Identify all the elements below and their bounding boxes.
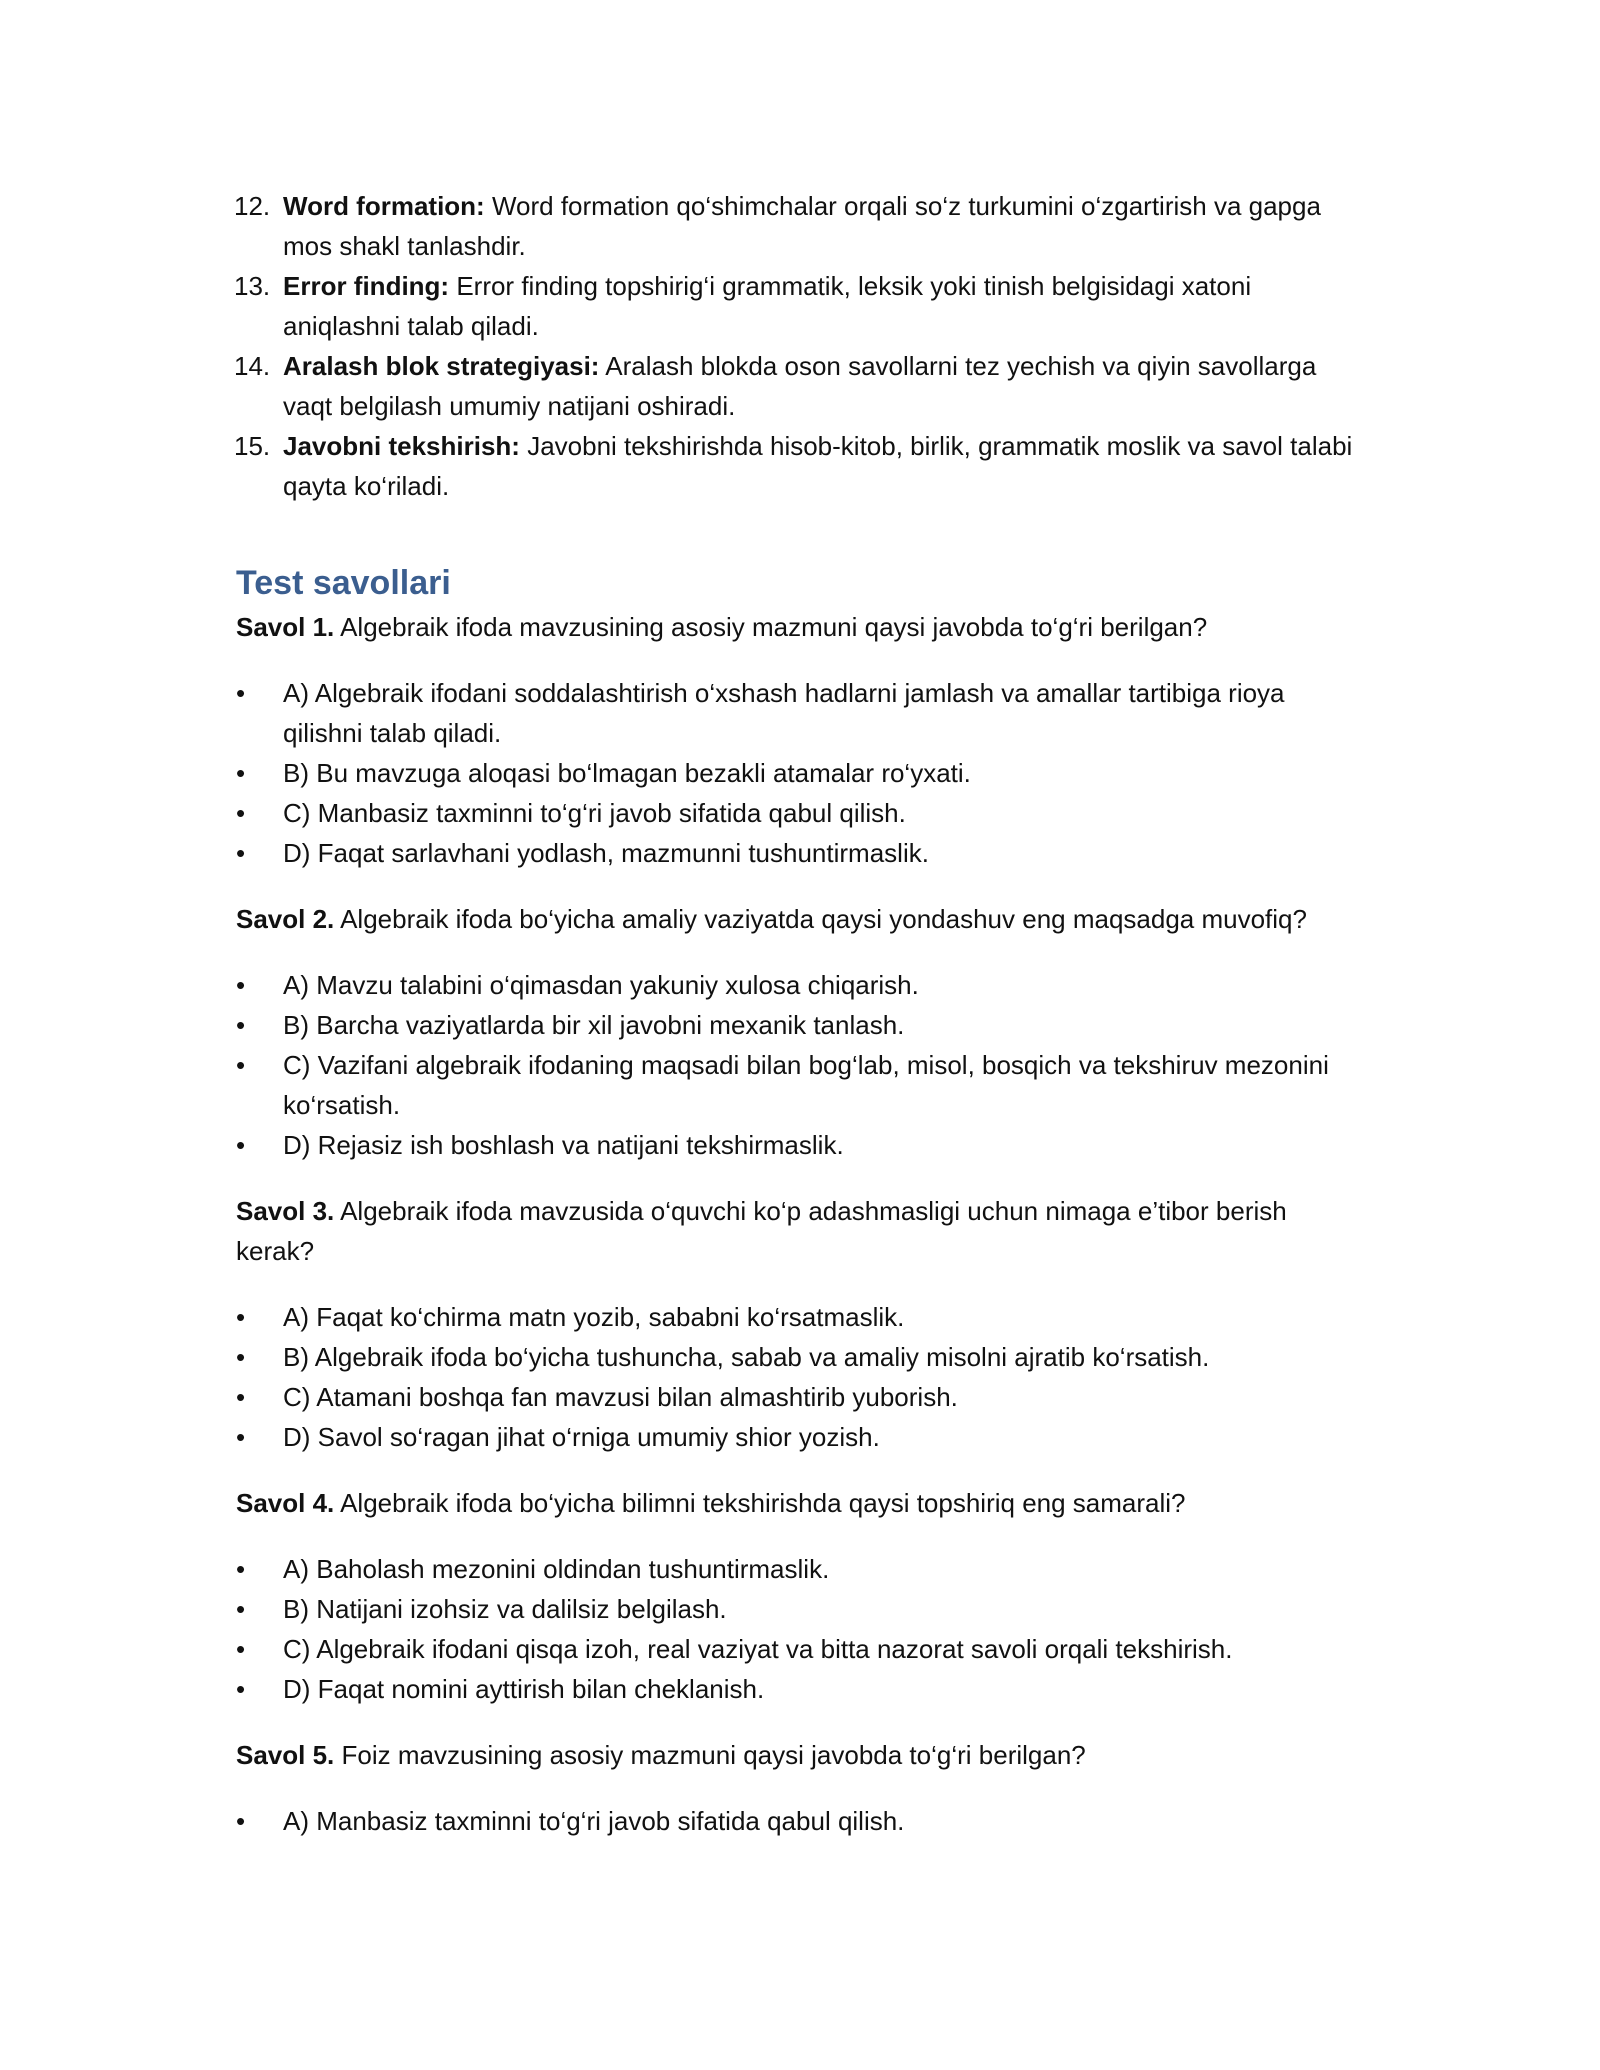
option-text: C) Vazifani algebraik ifodaning maqsadi bilan bog‘lab, misol, bosqich va tekshiruv mezonini ko‘rsatish. [283,1050,1329,1120]
question-text: Algebraik ifoda mavzusida o‘quvchi ko‘p adashmasligi uchun nimaga e’tibor berish kerak? [236,1196,1287,1266]
item-text: Error finding topshirig‘i grammatik, leksik yoki tinish belgisidagi xatoni aniqlashni talab qiladi. [283,271,1252,341]
item-number: 13. [234,271,271,301]
question-label: Savol 2. [236,904,335,934]
numbered-list [236,186,1366,506]
option-item [236,1801,1366,1841]
option-item [236,1629,1366,1669]
option-item [236,1125,1366,1165]
question [236,899,1366,939]
options-list [236,1297,1366,1457]
bullet-icon: • [236,1422,246,1452]
list-item [236,426,1366,506]
option-text: A) Mavzu talabini o‘qimasdan yakuniy xulosa chiqarish. [283,970,919,1000]
item-number: 12. [234,191,271,221]
bullet-icon: • [236,758,246,788]
question [236,1735,1366,1775]
option-text: D) Rejasiz ish boshlash va natijani tekshirmaslik. [283,1130,844,1160]
question-label: Savol 1. [236,612,335,642]
item-text: Javobni tekshirishda hisob-kitob, birlik, grammatik moslik va savol talabi qayta ko‘riladi. [283,431,1353,501]
option-text: B) Natijani izohsiz va dalilsiz belgilash. [283,1594,727,1624]
bullet-icon: • [236,798,246,828]
option-text: D) Faqat sarlavhani yodlash, mazmunni tushuntirmaslik. [283,838,929,868]
list-item [236,346,1366,426]
question [236,1191,1366,1271]
options-list [236,673,1366,873]
option-text: D) Savol so‘ragan jihat o‘rniga umumiy shior yozish. [283,1422,880,1452]
bullet-icon: • [236,1634,246,1664]
options-list [236,965,1366,1165]
question-text: Algebraik ifoda bo‘yicha amaliy vaziyatda qaysi yondashuv eng maqsadga muvofiq? [334,904,1307,934]
item-number: 15. [234,431,271,461]
option-text: D) Faqat nomini ayttirish bilan cheklanish. [283,1674,765,1704]
option-item [236,1549,1366,1589]
option-text: B) Algebraik ifoda bo‘yicha tushuncha, sabab va amaliy misolni ajratib ko‘rsatish. [283,1342,1210,1372]
question-label: Savol 4. [236,1488,335,1518]
option-text: A) Baholash mezonini oldindan tushuntirmaslik. [283,1554,830,1584]
option-text: A) Algebraik ifodani soddalashtirish o‘xshash hadlarni jamlash va amallar tartibiga rioya qilishni talab qiladi. [283,678,1285,748]
option-item [236,1005,1366,1045]
option-item [236,1297,1366,1337]
bullet-icon: • [236,678,246,708]
option-text: B) Barcha vaziyatlarda bir xil javobni mexanik tanlash. [283,1010,905,1040]
option-item [236,793,1366,833]
option-item [236,753,1366,793]
item-term: Aralash blok strategiyasi: [283,351,600,381]
option-item [236,673,1366,753]
question-text: Foiz mavzusining asosiy mazmuni qaysi javobda to‘g‘ri berilgan? [334,1740,1086,1770]
bullet-icon: • [236,838,246,868]
option-text: A) Manbasiz taxminni to‘g‘ri javob sifatida qabul qilish. [283,1806,905,1836]
option-item [236,1669,1366,1709]
bullet-icon: • [236,1342,246,1372]
option-text: A) Faqat ko‘chirma matn yozib, sababni ko‘rsatmaslik. [283,1302,905,1332]
option-text: C) Manbasiz taxminni to‘g‘ri javob sifatida qabul qilish. [283,798,906,828]
list-item [236,266,1366,346]
question [236,1483,1366,1523]
option-item [236,1337,1366,1377]
item-term: Error finding: [283,271,450,301]
bullet-icon: • [236,970,246,1000]
option-text: C) Atamani boshqa fan mavzusi bilan almashtirib yuborish. [283,1382,958,1412]
bullet-icon: • [236,1806,246,1836]
options-list [236,1801,1366,1841]
page-content [236,186,1366,1867]
bullet-icon: • [236,1674,246,1704]
question-text: Algebraik ifoda bo‘yicha bilimni tekshirishda qaysi topshiriq eng samarali? [334,1488,1186,1518]
option-text: B) Bu mavzuga aloqasi bo‘lmagan bezakli atamalar ro‘yxati. [283,758,971,788]
option-item [236,1417,1366,1457]
item-term: Word formation: [283,191,485,221]
section-title: Test savollari [236,564,451,602]
option-item [236,833,1366,873]
option-item [236,1377,1366,1417]
question-label: Savol 3. [236,1196,335,1226]
question-text: Algebraik ifoda mavzusining asosiy mazmuni qaysi javobda to‘g‘ri berilgan? [334,612,1208,642]
item-term: Javobni tekshirish: [283,431,520,461]
bullet-icon: • [236,1130,246,1160]
option-item [236,1589,1366,1629]
list-item [236,186,1366,266]
option-item [236,1045,1366,1125]
question-label: Savol 5. [236,1740,335,1770]
bullet-icon: • [236,1594,246,1624]
item-number: 14. [234,351,271,381]
item-text: Word formation qo‘shimchalar orqali so‘z turkumini o‘zgartirish va gapga mos shakl tanlashdir. [283,191,1321,261]
option-item [236,965,1366,1005]
option-text: C) Algebraik ifodani qisqa izoh, real vaziyat va bitta nazorat savoli orqali tekshirish. [283,1634,1233,1664]
bullet-icon: • [236,1010,246,1040]
options-list [236,1549,1366,1709]
question [236,607,1366,647]
bullet-icon: • [236,1302,246,1332]
bullet-icon: • [236,1382,246,1412]
item-text: Aralash blokda oson savollarni tez yechish va qiyin savollarga vaqt belgilash umumiy natijani oshiradi. [283,351,1317,421]
bullet-icon: • [236,1050,246,1080]
bullet-icon: • [236,1554,246,1584]
